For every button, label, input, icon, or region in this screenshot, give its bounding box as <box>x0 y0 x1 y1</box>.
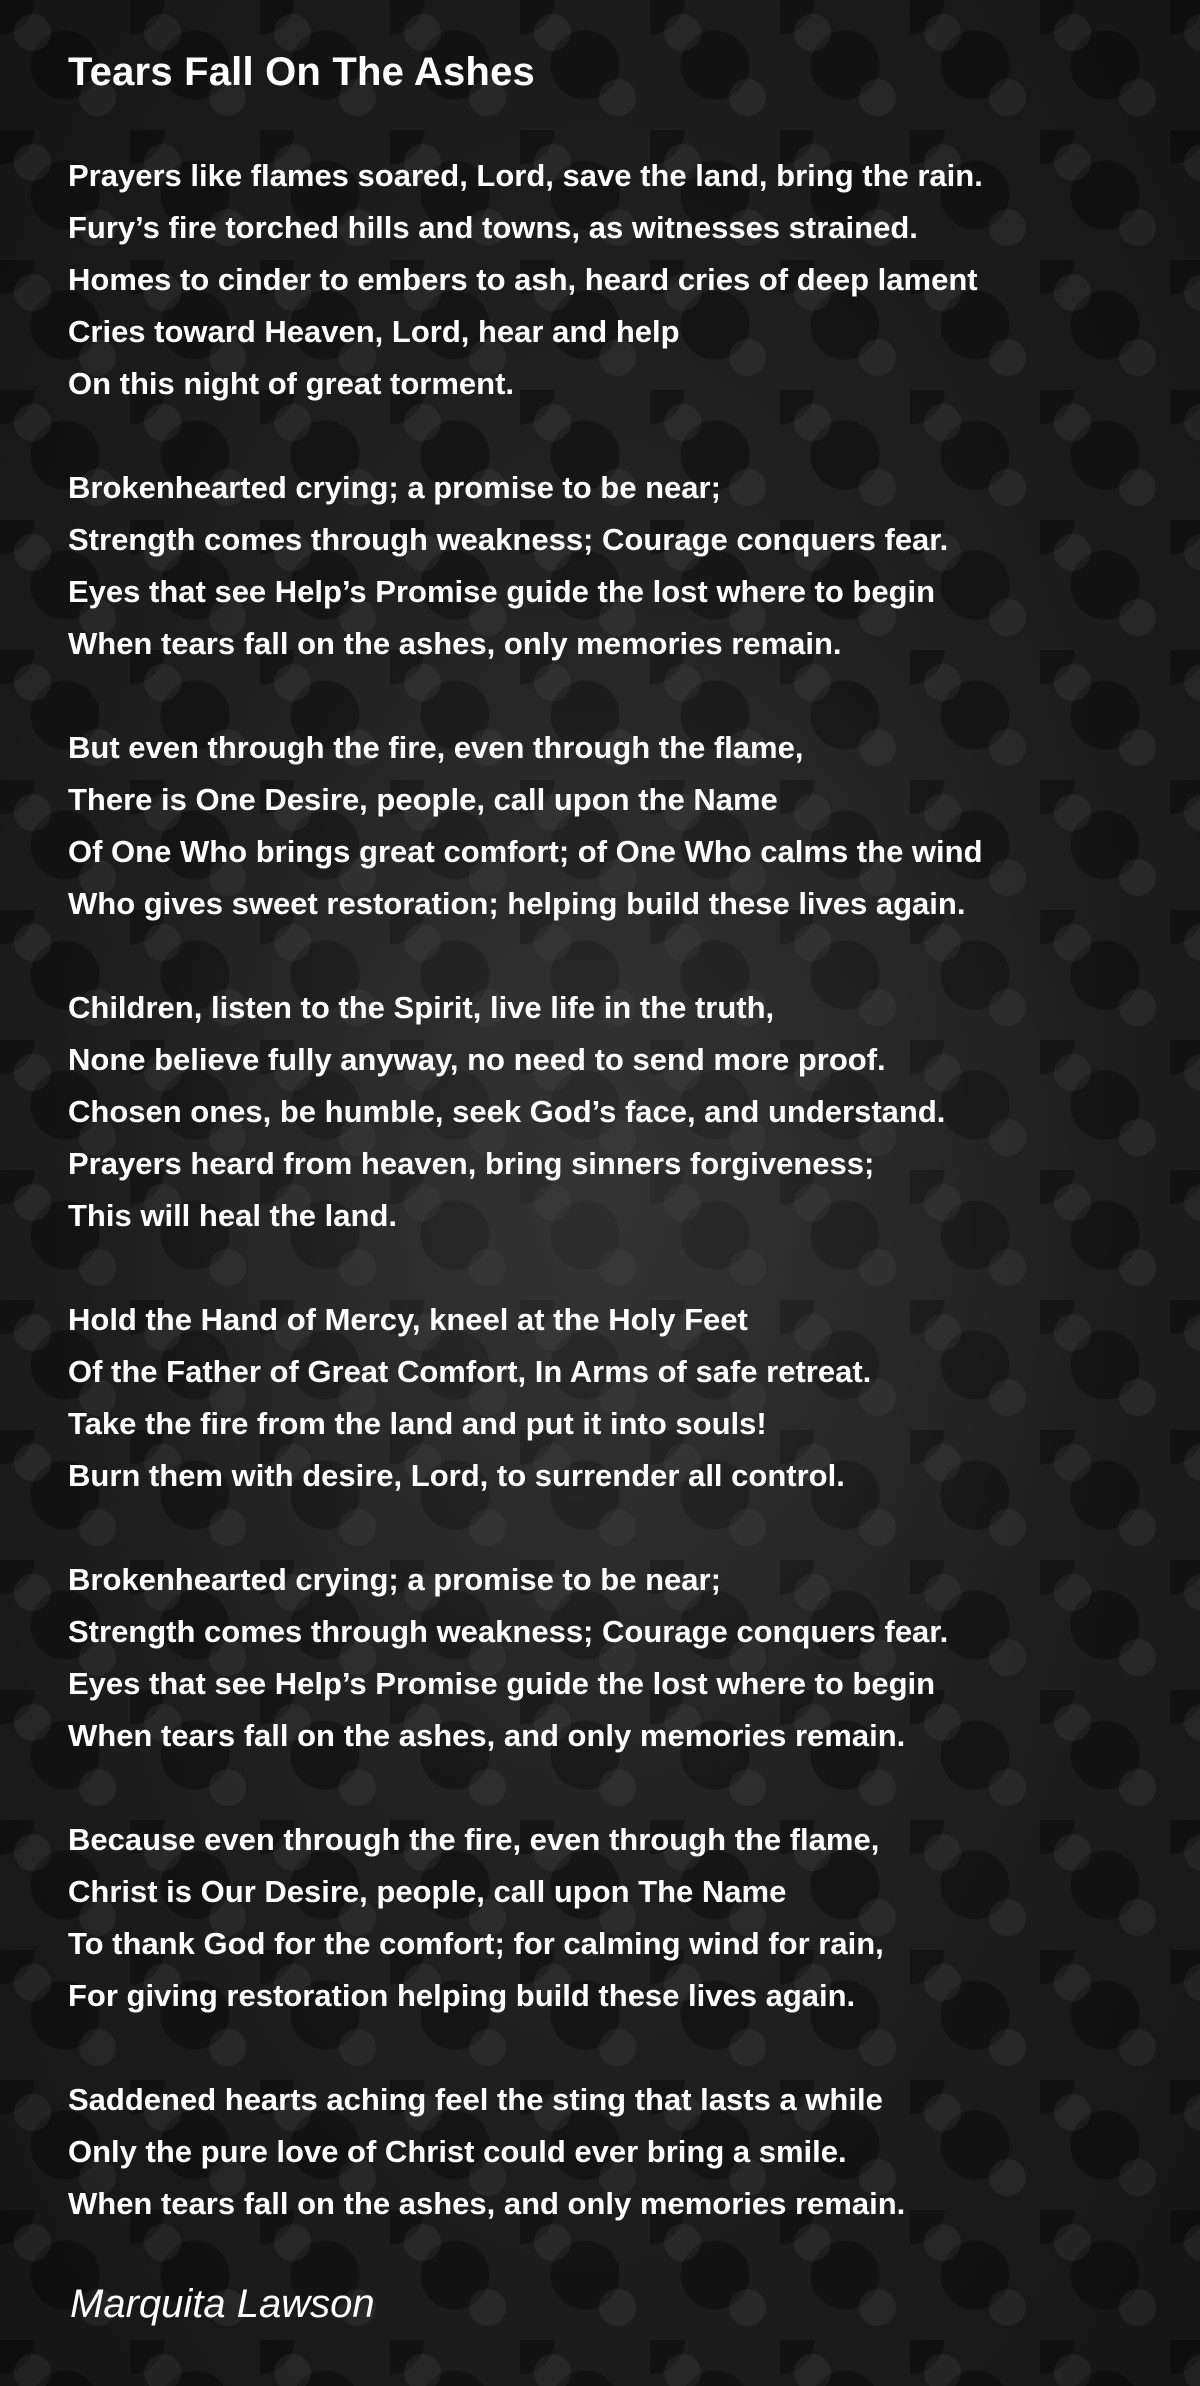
poem-line: When tears fall on the ashes, only memories remain. <box>68 626 842 661</box>
poem-line: Strength comes through weakness; Courage conquers fear. <box>68 1614 949 1649</box>
stanza <box>68 462 1148 670</box>
poem-line: Chosen ones, be humble, seek God’s face, and understand. <box>68 1094 946 1129</box>
stanza <box>68 1294 1148 1502</box>
poem-line: Prayers heard from heaven, bring sinners forgiveness; <box>68 1146 875 1181</box>
poem-line: None believe fully anyway, no need to send more proof. <box>68 1042 886 1077</box>
poem-line: Fury’s fire torched hills and towns, as witnesses strained. <box>68 210 918 245</box>
poem-line: Strength comes through weakness; Courage conquers fear. <box>68 522 949 557</box>
poem-line: Only the pure love of Christ could ever bring a smile. <box>68 2134 847 2169</box>
poem-line: Burn them with desire, Lord, to surrender all control. <box>68 1458 845 1493</box>
poem-line: Eyes that see Help’s Promise guide the lost where to begin <box>68 1666 936 1701</box>
poem-line: When tears fall on the ashes, and only memories remain. <box>68 2186 906 2221</box>
stanza <box>68 982 1148 1242</box>
poem-author: Marquita Lawson <box>70 2282 375 2326</box>
poem-line: Brokenhearted crying; a promise to be near; <box>68 1562 721 1597</box>
poem-line: Eyes that see Help’s Promise guide the lost where to begin <box>68 574 936 609</box>
poem-line: Because even through the fire, even through the flame, <box>68 1822 880 1857</box>
poem-line: Saddened hearts aching feel the sting that lasts a while <box>68 2082 883 2117</box>
poem-line: Who gives sweet restoration; helping build these lives again. <box>68 886 966 921</box>
poem-line: Prayers like flames soared, Lord, save the land, bring the rain. <box>68 158 983 193</box>
poem-line: Homes to cinder to embers to ash, heard cries of deep lament <box>68 262 978 297</box>
poem-body <box>68 150 1148 2282</box>
stanza <box>68 150 1148 410</box>
poem-line: To thank God for the comfort; for calming wind for rain, <box>68 1926 884 1961</box>
poem-line: When tears fall on the ashes, and only memories remain. <box>68 1718 906 1753</box>
poem-line: On this night of great torment. <box>68 366 515 401</box>
stanza <box>68 722 1148 930</box>
poem-line: This will heal the land. <box>68 1198 397 1233</box>
poem-line: There is One Desire, people, call upon the Name <box>68 782 778 817</box>
stanza <box>68 1554 1148 1762</box>
stanza <box>68 2074 1148 2230</box>
stanza <box>68 1814 1148 2022</box>
poem-line: Cries toward Heaven, Lord, hear and help <box>68 314 680 349</box>
poem-line: But even through the fire, even through the flame, <box>68 730 804 765</box>
poem-line: Children, listen to the Spirit, live life in the truth, <box>68 990 775 1025</box>
poem-title: Tears Fall On The Ashes <box>68 50 535 94</box>
poem-line: For giving restoration helping build these lives again. <box>68 1978 856 2013</box>
poem-line: Of the Father of Great Comfort, In Arms of safe retreat. <box>68 1354 872 1389</box>
poem-line: Christ is Our Desire, people, call upon The Name <box>68 1874 787 1909</box>
poem-line: Of One Who brings great comfort; of One Who calms the wind <box>68 834 983 869</box>
poem-line: Take the fire from the land and put it into souls! <box>68 1406 767 1441</box>
poem-line: Brokenhearted crying; a promise to be near; <box>68 470 721 505</box>
poem-line: Hold the Hand of Mercy, kneel at the Holy Feet <box>68 1302 748 1337</box>
